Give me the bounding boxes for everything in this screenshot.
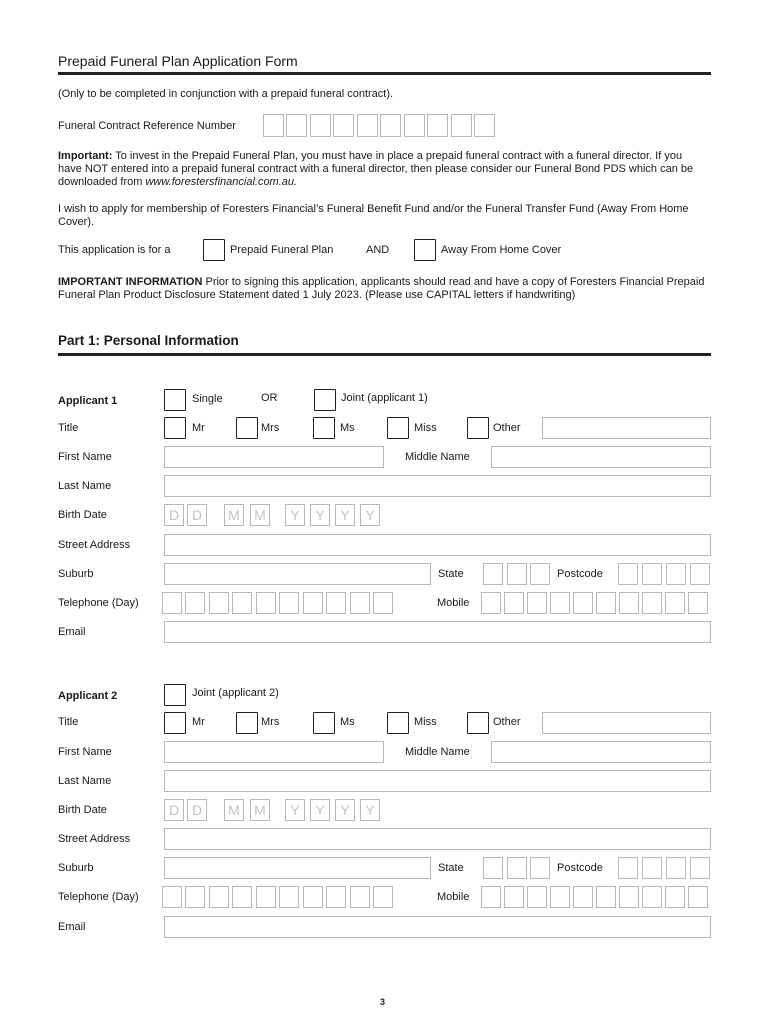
away-from-home-cover-checkbox[interactable] [414,239,436,261]
state-char[interactable] [507,857,527,879]
title-other-input[interactable] [542,712,711,734]
mobile-digit[interactable] [573,886,593,908]
mobile-digit[interactable] [665,886,685,908]
telephone-digit[interactable] [185,592,205,614]
telephone-digit[interactable] [326,592,346,614]
street-address-label: Street Address [58,539,131,551]
mobile-digit[interactable] [550,886,570,908]
state-char[interactable] [530,563,550,585]
reference-digit[interactable] [451,114,472,137]
mobile-digit[interactable] [642,592,662,614]
title-other-label: Other [493,422,521,434]
middle-name-label: Middle Name [405,451,470,463]
page-number: 3 [380,997,386,1007]
middle-name-input[interactable] [491,446,711,468]
telephone-digit[interactable] [256,886,276,908]
telephone-digit[interactable] [162,886,182,908]
reference-number-label: Funeral Contract Reference Number [58,120,236,132]
part1-title: Part 1: Personal Information [58,333,239,348]
first-name-input[interactable] [164,741,384,763]
title-mr-label: Mr [192,716,205,728]
telephone-digit[interactable] [303,886,323,908]
application-for-label: This application is for a [58,244,171,256]
mobile-digit[interactable] [596,592,616,614]
last-name-input[interactable] [164,475,711,497]
telephone-digit[interactable] [373,592,393,614]
mobile-digit[interactable] [619,886,639,908]
telephone-digit[interactable] [185,886,205,908]
title-ms-label: Ms [340,716,355,728]
or-label: OR [261,392,278,404]
telephone-digit[interactable] [232,592,252,614]
first-name-label: First Name [58,451,112,463]
telephone-digit[interactable] [279,886,299,908]
birth-date-year-digit[interactable]: Y [360,504,380,526]
title-mrs-label: Mrs [261,716,280,728]
birth-date-year-digit[interactable]: Y [310,504,330,526]
telephone-digit[interactable] [303,592,323,614]
birth-date-day-digit[interactable]: D [164,504,184,526]
reference-digit[interactable] [427,114,448,137]
state-char[interactable] [483,563,503,585]
telephone-digit[interactable] [350,592,370,614]
reference-digit[interactable] [380,114,401,137]
mobile-digit[interactable] [596,886,616,908]
suburb-label: Suburb [58,568,94,580]
title-miss-label: Miss [414,422,437,434]
title-other-input[interactable] [542,417,711,439]
reference-digit[interactable] [357,114,378,137]
telephone-digit[interactable] [279,592,299,614]
postcode-label: Postcode [557,568,603,580]
first-name-input[interactable] [164,446,384,468]
email-label: Email [58,626,86,638]
birth-date-month-digit[interactable]: M [224,504,244,526]
telephone-label: Telephone (Day) [58,891,139,903]
reference-digit[interactable] [286,114,307,137]
title-label: Title [58,422,79,434]
first-name-label: First Name [58,746,112,758]
telephone-digit[interactable] [326,886,346,908]
mobile-digit[interactable] [642,886,662,908]
website-link[interactable]: www.forestersfinancial.com.au. [145,176,298,188]
title-miss-checkbox[interactable] [387,712,409,734]
telephone-digit[interactable] [350,886,370,908]
telephone-digit[interactable] [256,592,276,614]
prepaid-funeral-plan-label: Prepaid Funeral Plan [230,244,334,256]
postcode-digit[interactable] [666,857,686,879]
mobile-digit[interactable] [527,592,547,614]
birth-date-year-digit[interactable]: Y [335,799,355,821]
reference-digit[interactable] [310,114,331,137]
suburb-input[interactable] [164,563,431,585]
mobile-digit[interactable] [688,592,708,614]
email-input[interactable] [164,621,711,643]
birth-date-month-digit[interactable]: M [250,799,270,821]
important-information-label: IMPORTANT INFORMATION [58,276,203,288]
postcode-digit[interactable] [666,563,686,585]
applicant2-heading: Applicant 2 [58,690,118,702]
suburb-input[interactable] [164,857,431,879]
mobile-digit[interactable] [504,592,524,614]
title-mrs-checkbox[interactable] [236,417,258,439]
state-label: State [438,568,464,580]
title-mr-label: Mr [192,422,205,434]
state-char[interactable] [483,857,503,879]
title-ms-checkbox[interactable] [313,417,335,439]
mobile-digit[interactable] [619,592,639,614]
mobile-digit[interactable] [688,886,708,908]
title-other-checkbox[interactable] [467,417,489,439]
important-text: To invest in the Prepaid Funeral Plan, you must have in place a prepaid funeral contract with a funeral director. If you have NOT entered into a prepaid funeral contract with a funeral director, then please consider our Funeral Bond PDS which can be downloaded from [58,150,694,188]
title-miss-label: Miss [414,716,437,728]
street-address-label: Street Address [58,833,131,845]
mobile-digit[interactable] [665,592,685,614]
important-information-paragraph [58,276,713,302]
important-paragraph [58,150,708,189]
form-title: Prepaid Funeral Plan Application Form [58,53,298,69]
mobile-label: Mobile [437,597,470,609]
middle-name-label: Middle Name [405,746,470,758]
joint-applicant1-checkbox[interactable] [314,389,336,411]
title-ms-label: Ms [340,422,355,434]
joint-applicant2-checkbox[interactable] [164,684,186,706]
birth-date-year-digit[interactable]: Y [335,504,355,526]
state-label: State [438,862,464,874]
telephone-digit[interactable] [373,886,393,908]
mobile-digit[interactable] [573,592,593,614]
single-label: Single [192,393,223,405]
postcode-digit[interactable] [618,857,638,879]
birth-date-month-digit[interactable]: M [250,504,270,526]
postcode-digit[interactable] [690,563,710,585]
telephone-label: Telephone (Day) [58,597,139,609]
telephone-digit[interactable] [232,886,252,908]
birth-date-day-digit[interactable]: D [187,504,207,526]
important-label: Important: [58,150,113,162]
postcode-digit[interactable] [642,563,662,585]
email-input[interactable] [164,916,711,938]
title-ms-checkbox[interactable] [313,712,335,734]
telephone-digit[interactable] [209,886,229,908]
membership-paragraph: I wish to apply for membership of Foresters Financial’s Funeral Benefit Fund and/or the Funeral Transfer Fund (Away From Home Cover). [58,203,689,228]
email-label: Email [58,921,86,933]
reference-digit[interactable] [404,114,425,137]
title-mrs-checkbox[interactable] [236,712,258,734]
and-label: AND [366,244,390,256]
title-other-checkbox[interactable] [467,712,489,734]
birth-date-day-digit[interactable]: D [164,799,184,821]
important-information-text: Prior to signing this application, applicants should read and have a copy of Foresters Financial Prepaid Funeral Plan Product Disclosure Statement dated 1 July 2023. (Please use CAPITAL letters if handwriting) [58,276,705,301]
reference-digit[interactable] [474,114,495,137]
form-subtitle: (Only to be completed in conjunction with a prepaid funeral contract). [58,88,394,100]
mobile-digit[interactable] [481,592,501,614]
telephone-digit[interactable] [209,592,229,614]
birth-date-year-digit[interactable]: Y [285,504,305,526]
title-mr-checkbox[interactable] [164,417,186,439]
title-miss-checkbox[interactable] [387,417,409,439]
reference-digit[interactable] [263,114,284,137]
birth-date-label: Birth Date [58,804,107,816]
away-from-home-cover-label: Away From Home Cover [441,244,562,256]
postcode-digit[interactable] [618,563,638,585]
street-address-input[interactable] [164,828,711,850]
title-rule [58,72,711,75]
state-char[interactable] [530,857,550,879]
birth-date-month-digit[interactable]: M [224,799,244,821]
mobile-label: Mobile [437,891,470,903]
joint-applicant2-label: Joint (applicant 2) [192,687,279,699]
part1-rule [58,353,711,356]
title-label: Title [58,716,79,728]
reference-digit[interactable] [333,114,354,137]
suburb-label: Suburb [58,862,94,874]
mobile-digit[interactable] [550,592,570,614]
birth-date-year-digit[interactable]: Y [360,799,380,821]
title-mrs-label: Mrs [261,422,280,434]
postcode-digit[interactable] [690,857,710,879]
birth-date-year-digit[interactable]: Y [310,799,330,821]
title-other-label: Other [493,716,521,728]
single-checkbox[interactable] [164,389,186,411]
last-name-label: Last Name [58,480,112,492]
street-address-input[interactable] [164,534,711,556]
last-name-label: Last Name [58,775,112,787]
postcode-label: Postcode [557,862,603,874]
mobile-digit[interactable] [527,886,547,908]
last-name-input[interactable] [164,770,711,792]
mobile-digit[interactable] [481,886,501,908]
applicant1-heading: Applicant 1 [58,395,118,407]
joint-applicant1-label: Joint (applicant 1) [341,392,428,404]
birth-date-day-digit[interactable]: D [187,799,207,821]
birth-date-year-digit[interactable]: Y [285,799,305,821]
prepaid-funeral-plan-checkbox[interactable] [203,239,225,261]
telephone-digit[interactable] [162,592,182,614]
state-char[interactable] [507,563,527,585]
postcode-digit[interactable] [642,857,662,879]
middle-name-input[interactable] [491,741,711,763]
mobile-digit[interactable] [504,886,524,908]
title-mr-checkbox[interactable] [164,712,186,734]
birth-date-label: Birth Date [58,509,107,521]
